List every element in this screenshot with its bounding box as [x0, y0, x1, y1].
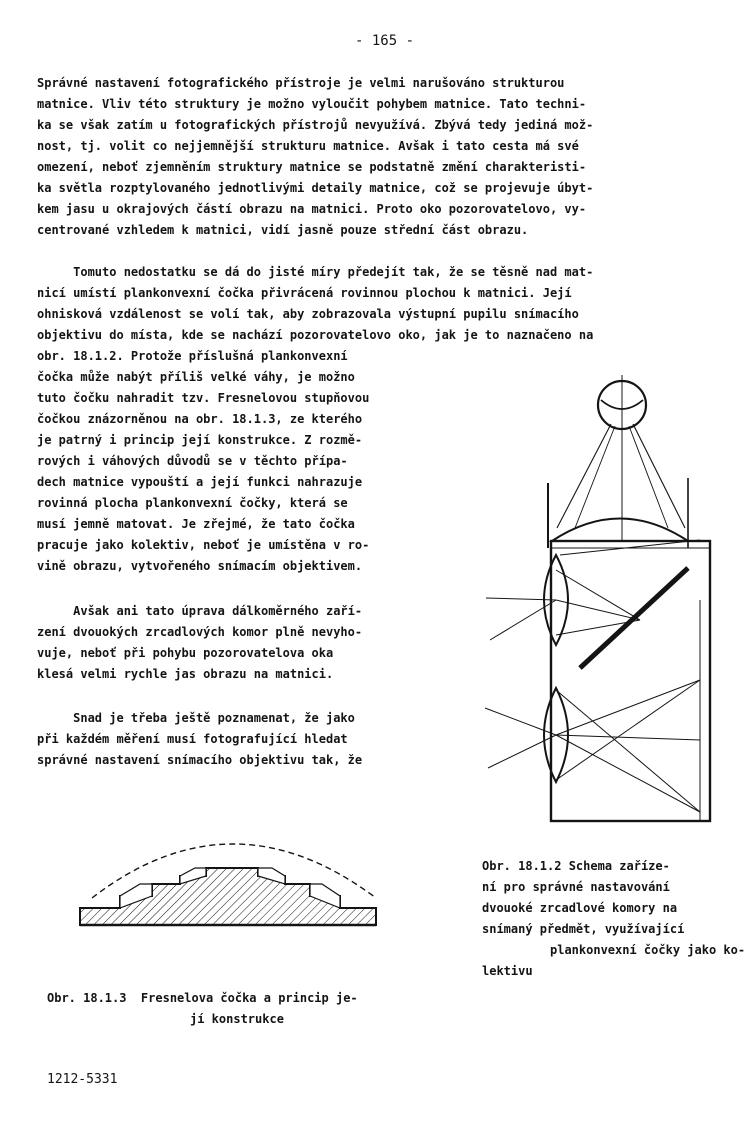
ray-line — [629, 426, 668, 528]
caption-line: Obr. 18.1.3 Fresnelova čočka a princip je- — [47, 991, 358, 1005]
text-line: je patrný i princip její konstrukce. Z rozmě- — [37, 433, 363, 447]
text-line: tuto čočku nahradit tzv. Fresnelovou stupňovou — [37, 391, 370, 405]
ray-line — [556, 690, 700, 812]
text-line: ka se však zatím u fotografických přístrojů nevyužívá. Zbývá tedy jediná mož- — [37, 118, 594, 132]
text-line: zení dvouokých zrcadlových komor plně nevyho- — [37, 625, 363, 639]
caption-line: dvouoké zrcadlové komory na — [482, 901, 678, 915]
ray-line — [556, 600, 640, 620]
text-line: nicí umístí plankonvexní čočka přivrácená rovinnou plochou k matnici. Její — [37, 286, 572, 300]
ray-line — [557, 424, 611, 528]
paragraph-3 — [37, 601, 362, 685]
caption-line: snímaný předmět, využívající — [482, 922, 685, 936]
caption-line: jí konstrukce — [190, 1012, 284, 1026]
ray-line — [556, 735, 700, 740]
paragraph-4 — [37, 708, 362, 771]
text-line: objektivu do místa, kde se nachází pozorovatelovo oko, jak je to naznačeno na — [37, 328, 594, 342]
text-line: klesá velmi rychle jas obrazu na matnici. — [37, 667, 334, 681]
text-line: Správné nastavení fotografického přístroje je velmi narušováno strukturou — [37, 76, 565, 90]
text-line: správné nastavení snímacího objektivu tak, že — [37, 753, 363, 767]
ray-line — [486, 598, 556, 600]
text-line: rovinná plocha plankonvexní čočky, která se — [37, 496, 348, 510]
page-number: - 165 - — [355, 33, 415, 49]
mirror — [580, 568, 688, 668]
plano-convex-lens — [552, 519, 688, 542]
figure-18-1-3-diagram — [75, 840, 395, 950]
text-line: Tomuto nedostatku se dá do jisté míry předejít tak, že se těsně nad mat- — [37, 265, 594, 279]
text-line: čočkou znázorněnou na obr. 18.1.3, ze kterého — [37, 412, 363, 426]
ray-line — [633, 424, 685, 528]
document-code: 1212-5331 — [47, 1072, 118, 1087]
text-line: musí jemně matovat. Je zřejmé, že tato čočka — [37, 517, 355, 531]
text-line: pracuje jako kolektiv, neboť je umístěna v ro- — [37, 538, 370, 552]
ray-line — [556, 680, 700, 735]
ray-line — [575, 426, 615, 528]
text-line: omezení, neboť zjemněním struktury matnice se podstatně změní charakteristi- — [37, 160, 587, 174]
caption-line: ní pro správné nastavování — [482, 880, 670, 894]
text-line: dech matnice vypouští a její funkci nahrazuje — [37, 475, 363, 489]
text-line: Snad je třeba ještě poznamenat, že jako — [37, 711, 355, 725]
text-line: obr. 18.1.2. Protože příslušná plankonvexní — [37, 349, 348, 363]
camera-body — [551, 541, 710, 821]
caption-line: Obr. 18.1.2 Schema zaříze- — [482, 859, 670, 873]
paragraph-2-continued — [37, 367, 369, 577]
text-line: nost, tj. volit co nejjemnější strukturu matnice. Avšak i tato cesta má své — [37, 139, 579, 153]
ray-line — [556, 680, 700, 780]
figure-18-1-2-caption — [482, 856, 746, 982]
text-line: Avšak ani tato úprava dálkoměrného zaří- — [37, 604, 363, 618]
text-line: centrované vzhledem k matnici, vidí jasně pouze střední část obrazu. — [37, 223, 529, 237]
caption-line: plankonvexní čočky jako ko- — [550, 943, 746, 957]
text-line: čočka může nabýt příliš velké váhy, je možno — [37, 370, 355, 384]
paragraph-1 — [37, 73, 593, 241]
text-line: při každém měření musí fotografující hledat — [37, 732, 348, 746]
text-line: vině obrazu, vytvořeného snímacím objektivem. — [37, 559, 363, 573]
figure-18-1-2-diagram — [478, 365, 728, 845]
figure-18-1-3-caption — [47, 988, 467, 1030]
text-line: matnice. Vliv této struktury je možno vyloučit pohybem matnice. Tato techni- — [37, 97, 587, 111]
text-line: kem jasu u okrajových částí obrazu na matnici. Proto oko pozorovatelovo, vy- — [37, 202, 587, 216]
paragraph-2 — [37, 262, 593, 367]
text-line: ohnisková vzdálenost se volí tak, aby zobrazovala výstupní pupilu snímacího — [37, 307, 579, 321]
ray-line — [556, 735, 700, 812]
text-line: ka světla rozptylovaného jednotlivými detaily matnice, což se projevuje úbyt- — [37, 181, 594, 195]
text-line: rových i váhových důvodů se v těchto přípa- — [37, 454, 348, 468]
caption-line: lektivu — [482, 964, 533, 978]
text-line: vuje, neboť při pohybu pozorovatelova oka — [37, 646, 334, 660]
